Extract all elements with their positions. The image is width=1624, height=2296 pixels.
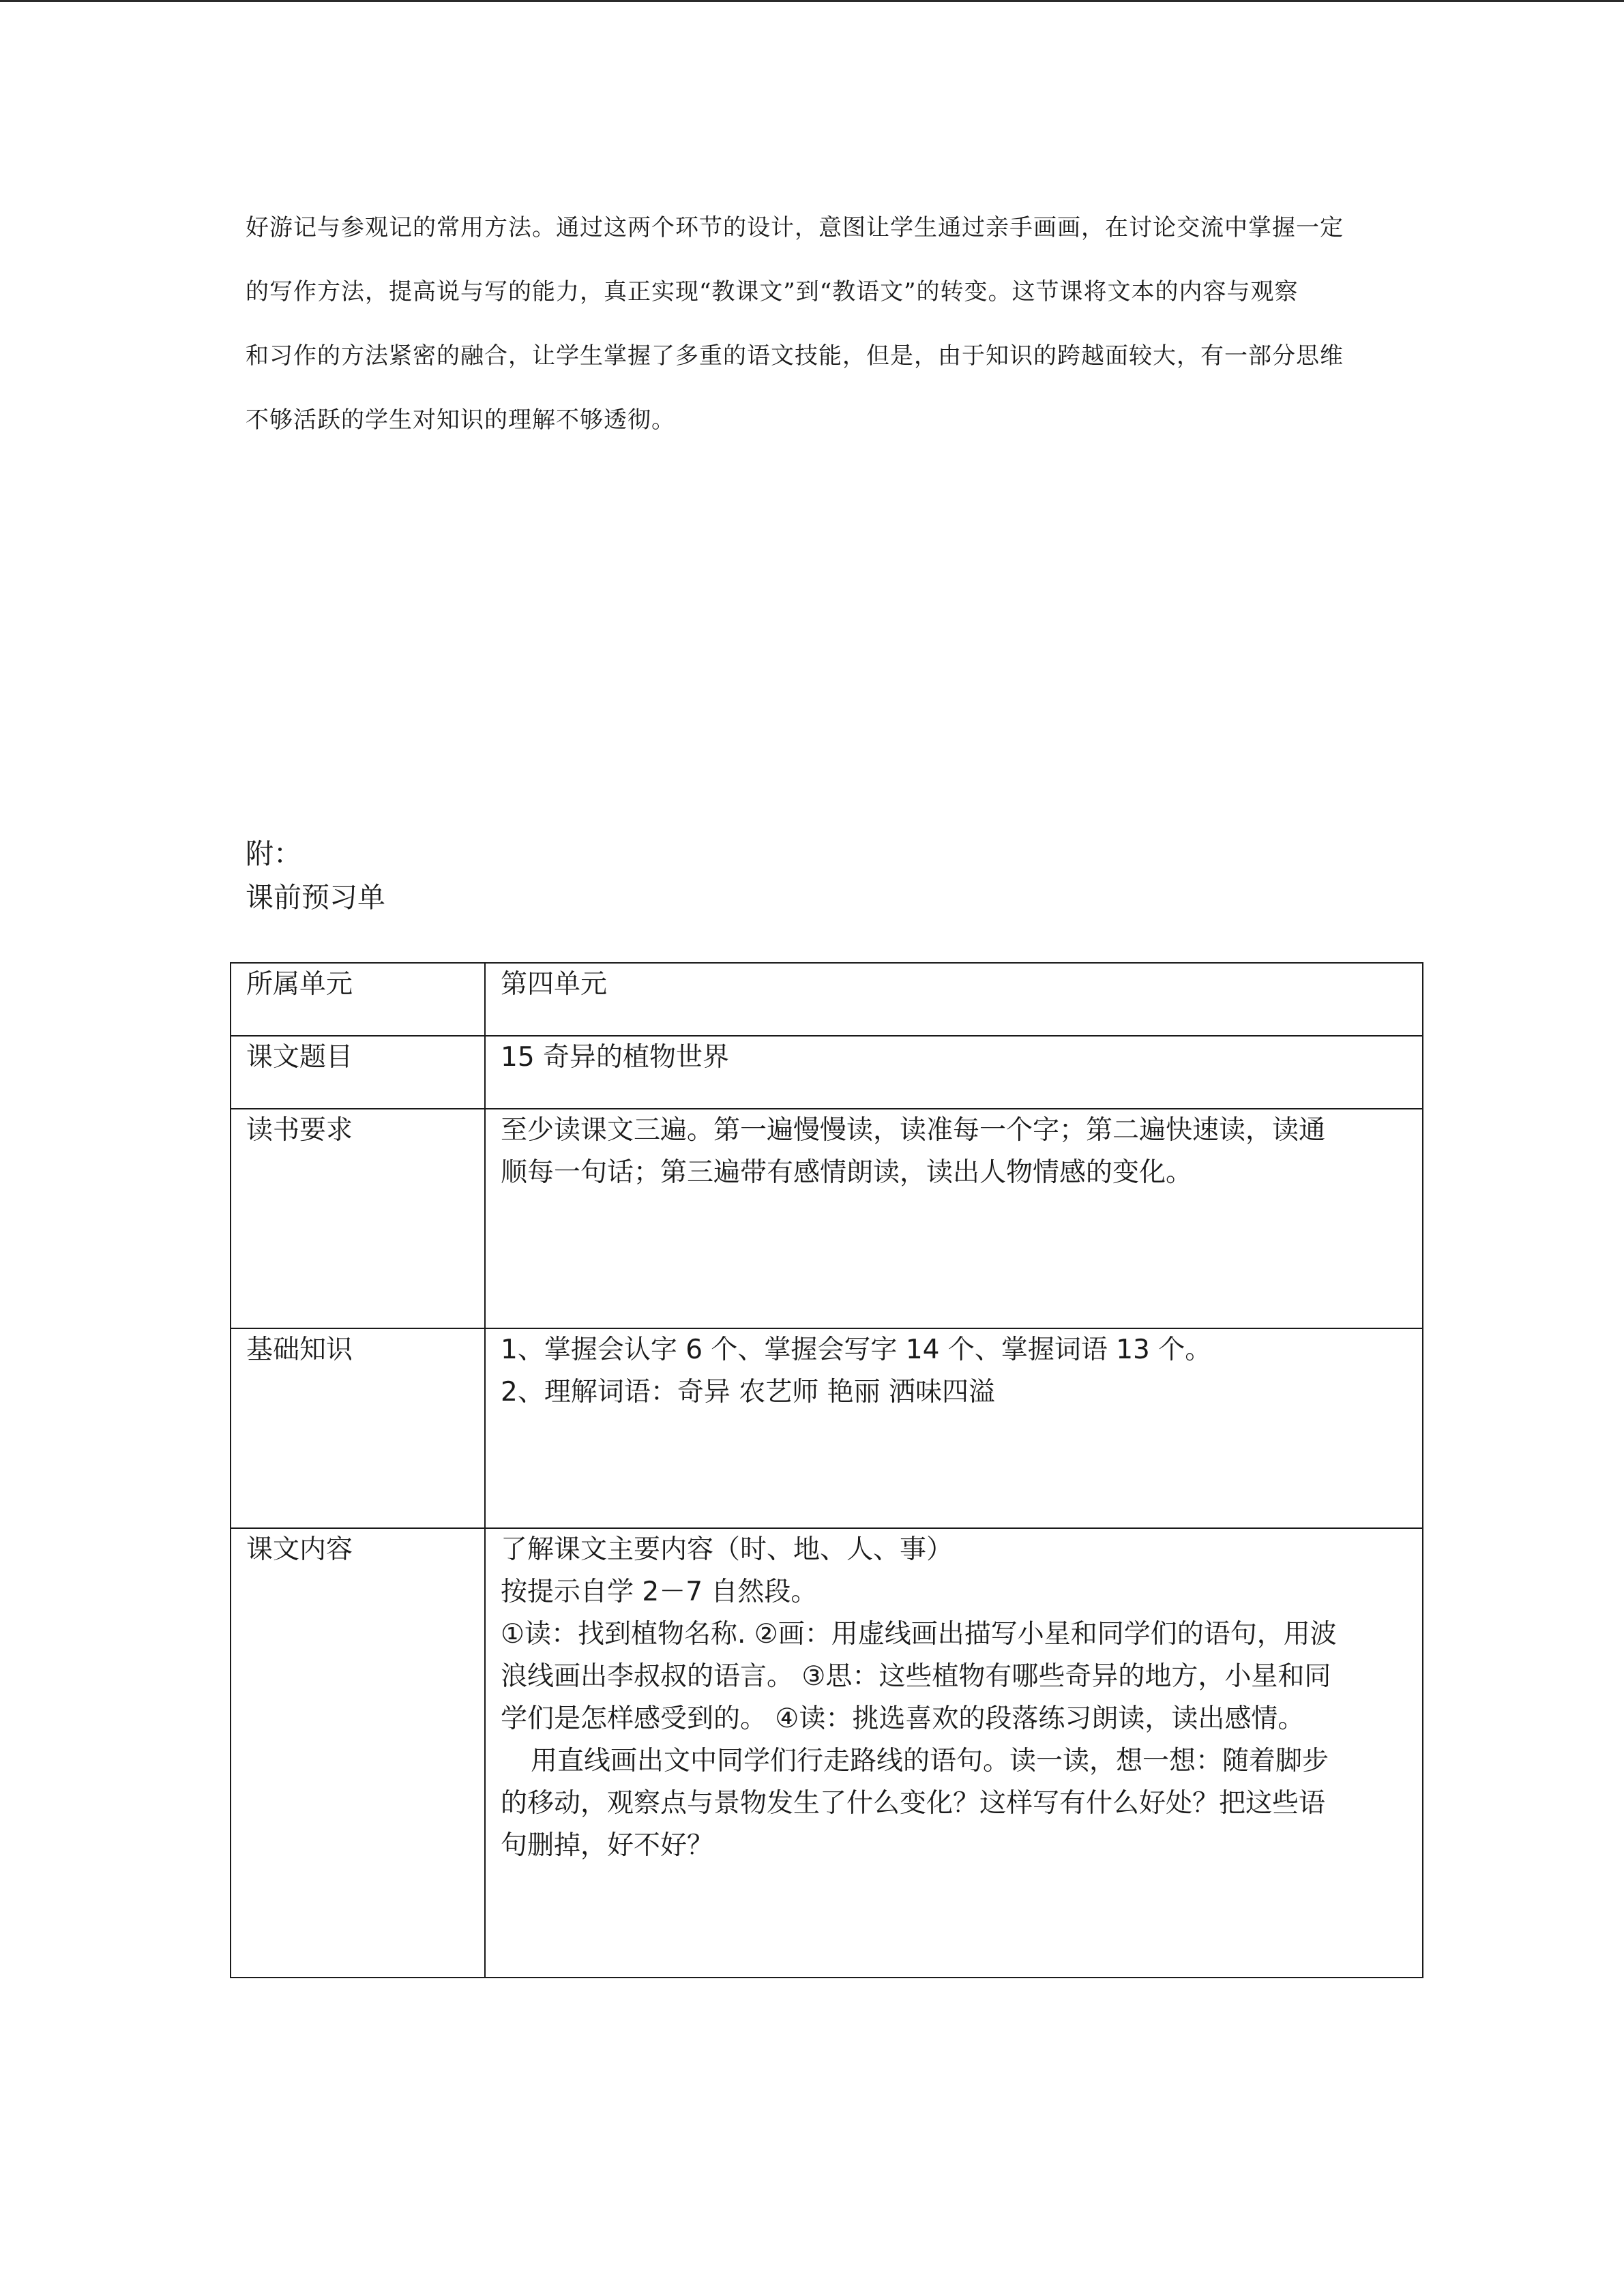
sheet-title: 课前预习单 (246, 881, 385, 914)
row-content (485, 963, 1423, 1036)
row-label: 课文内容 (231, 1528, 485, 1978)
cell-line: 至少读课文三遍。第一遍慢慢读，读准每一个字；第二遍快速读，读通 (501, 1115, 1326, 1146)
cell-line: 按提示自学 2－7 自然段。 (501, 1577, 818, 1607)
paragraph-line: 的写作方法，提高说与写的能力，真正实现“教课文”到“教语文”的转变。这节课将文本的内容与观察 (246, 278, 1299, 305)
cell-line: 2、理解词语：奇异 农艺师 艳丽 洒味四溢 (501, 1377, 996, 1407)
table-row-unit (231, 963, 1423, 1036)
cell-line: 学们是怎样感受到的。 ④读：挑选喜欢的段落练习朗读，读出感情。 (501, 1703, 1305, 1734)
cell-line: 顺每一句话；第三遍带有感情朗读，读出人物情感的变化。 (501, 1157, 1193, 1188)
cell-line: 1、掌握会认字 6 个、掌握会写字 14 个、掌握词语 13 个。 (501, 1335, 1212, 1365)
table-row-lesson-title (231, 1036, 1423, 1109)
cell-line: ①读：找到植物名称. ②画：用虚线画出描写小星和同学们的语句，用波 (501, 1619, 1337, 1650)
top-border-line (0, 0, 1624, 2)
table-row-reading-requirement (231, 1109, 1423, 1328)
reflection-paragraph (246, 202, 1378, 458)
row-content (485, 1109, 1423, 1328)
row-label: 所属单元 (231, 963, 485, 1036)
paragraph-line: 好游记与参观记的常用方法。通过这两个环节的设计，意图让学生通过亲手画画，在讨论交流中掌握一定 (246, 214, 1344, 241)
cell-line: 15 奇异的植物世界 (501, 1042, 730, 1073)
paragraph-line: 不够活跃的学生对知识的理解不够透彻。 (246, 406, 675, 434)
paragraph-line: 和习作的方法紧密的融合，让学生掌握了多重的语文技能，但是，由于知识的跨越面较大，有一部分思维 (246, 342, 1344, 370)
cell-line: 的移动，观察点与景物发生了什么变化？这样写有什么好处？把这些语 (501, 1788, 1326, 1819)
preview-table (230, 962, 1423, 1978)
table-row-basic-knowledge (231, 1328, 1423, 1528)
row-label: 读书要求 (231, 1109, 485, 1328)
cell-line: 句删掉，好不好？ (501, 1830, 714, 1861)
cell-line: 浪线画出李叔叔的语言。 ③思：这些植物有哪些奇异的地方，小星和同 (501, 1661, 1331, 1692)
appendix-label: 附： (246, 837, 301, 870)
cell-line: 用直线画出文中同学们行走路线的语句。读一读，想一想：随着脚步 (531, 1746, 1329, 1776)
row-content (485, 1036, 1423, 1109)
cell-line: 了解课文主要内容（时、地、人、事） (501, 1534, 954, 1565)
table-row-lesson-content (231, 1528, 1423, 1978)
row-label: 课文题目 (231, 1036, 485, 1109)
row-content (485, 1528, 1423, 1978)
row-label: 基础知识 (231, 1328, 485, 1528)
row-content (485, 1328, 1423, 1528)
cell-line: 第四单元 (501, 969, 608, 1000)
